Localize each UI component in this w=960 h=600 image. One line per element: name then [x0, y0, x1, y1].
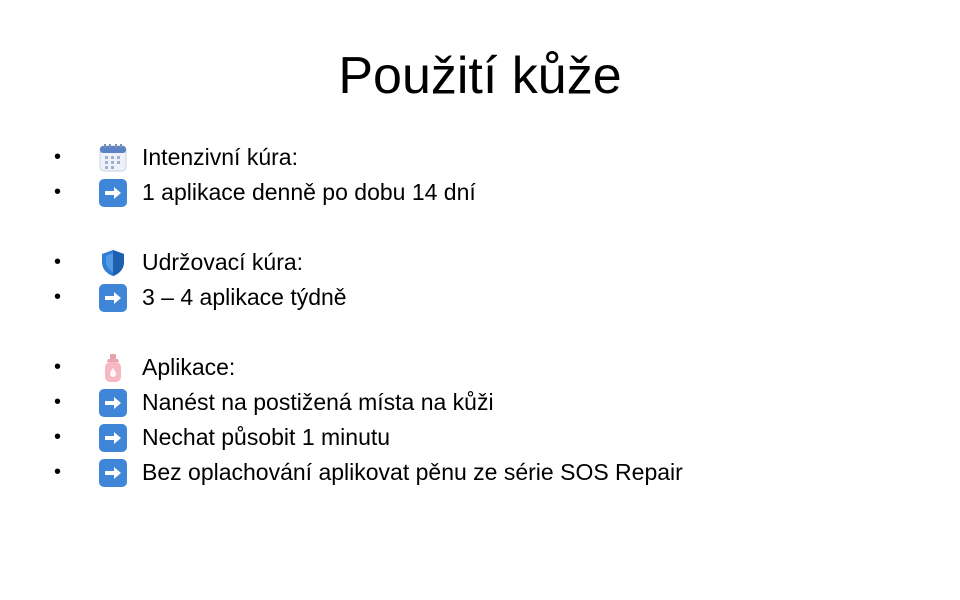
bullet-marker: •: [54, 426, 62, 448]
list-item: [54, 420, 934, 455]
bullet-marker: •: [54, 391, 62, 413]
right-arrow-icon: [98, 388, 128, 418]
list-item: [54, 350, 934, 385]
item-text: Aplikace:: [142, 354, 236, 380]
list-item: [54, 455, 934, 490]
item-text: Nechat působit 1 minutu: [142, 424, 391, 450]
bullet-marker: •: [54, 251, 62, 273]
bullet-marker: •: [54, 356, 62, 378]
right-arrow-icon: [98, 178, 128, 208]
calendar-icon: [98, 143, 128, 173]
item-text: Intenzivní kúra:: [142, 144, 298, 170]
list-item: [54, 140, 934, 175]
right-arrow-icon: [98, 458, 128, 488]
item-text: 1 aplikace denně po dobu 14 dní: [142, 179, 476, 205]
bullet-marker: •: [54, 286, 62, 308]
list-item: [54, 385, 934, 420]
item-text: Udržovací kúra:: [142, 249, 304, 275]
shield-icon: [98, 248, 128, 278]
bullet-marker: •: [54, 146, 62, 168]
slide-title: Použití kůže: [338, 47, 622, 105]
lotion-bottle-icon: [98, 353, 128, 383]
right-arrow-icon: [98, 283, 128, 313]
item-text: 3 – 4 aplikace týdně: [142, 284, 347, 310]
item-text: Bez oplachování aplikovat pěnu ze série SOS Repair: [142, 459, 683, 485]
item-text: Nanést na postižená místa na kůži: [142, 389, 494, 415]
list-item: [54, 280, 934, 315]
right-arrow-icon: [98, 423, 128, 453]
list-item: [54, 175, 934, 210]
bullet-marker: •: [54, 461, 62, 483]
bullet-marker: •: [54, 181, 62, 203]
list-item: [54, 245, 934, 280]
bullet-list: [54, 140, 934, 490]
